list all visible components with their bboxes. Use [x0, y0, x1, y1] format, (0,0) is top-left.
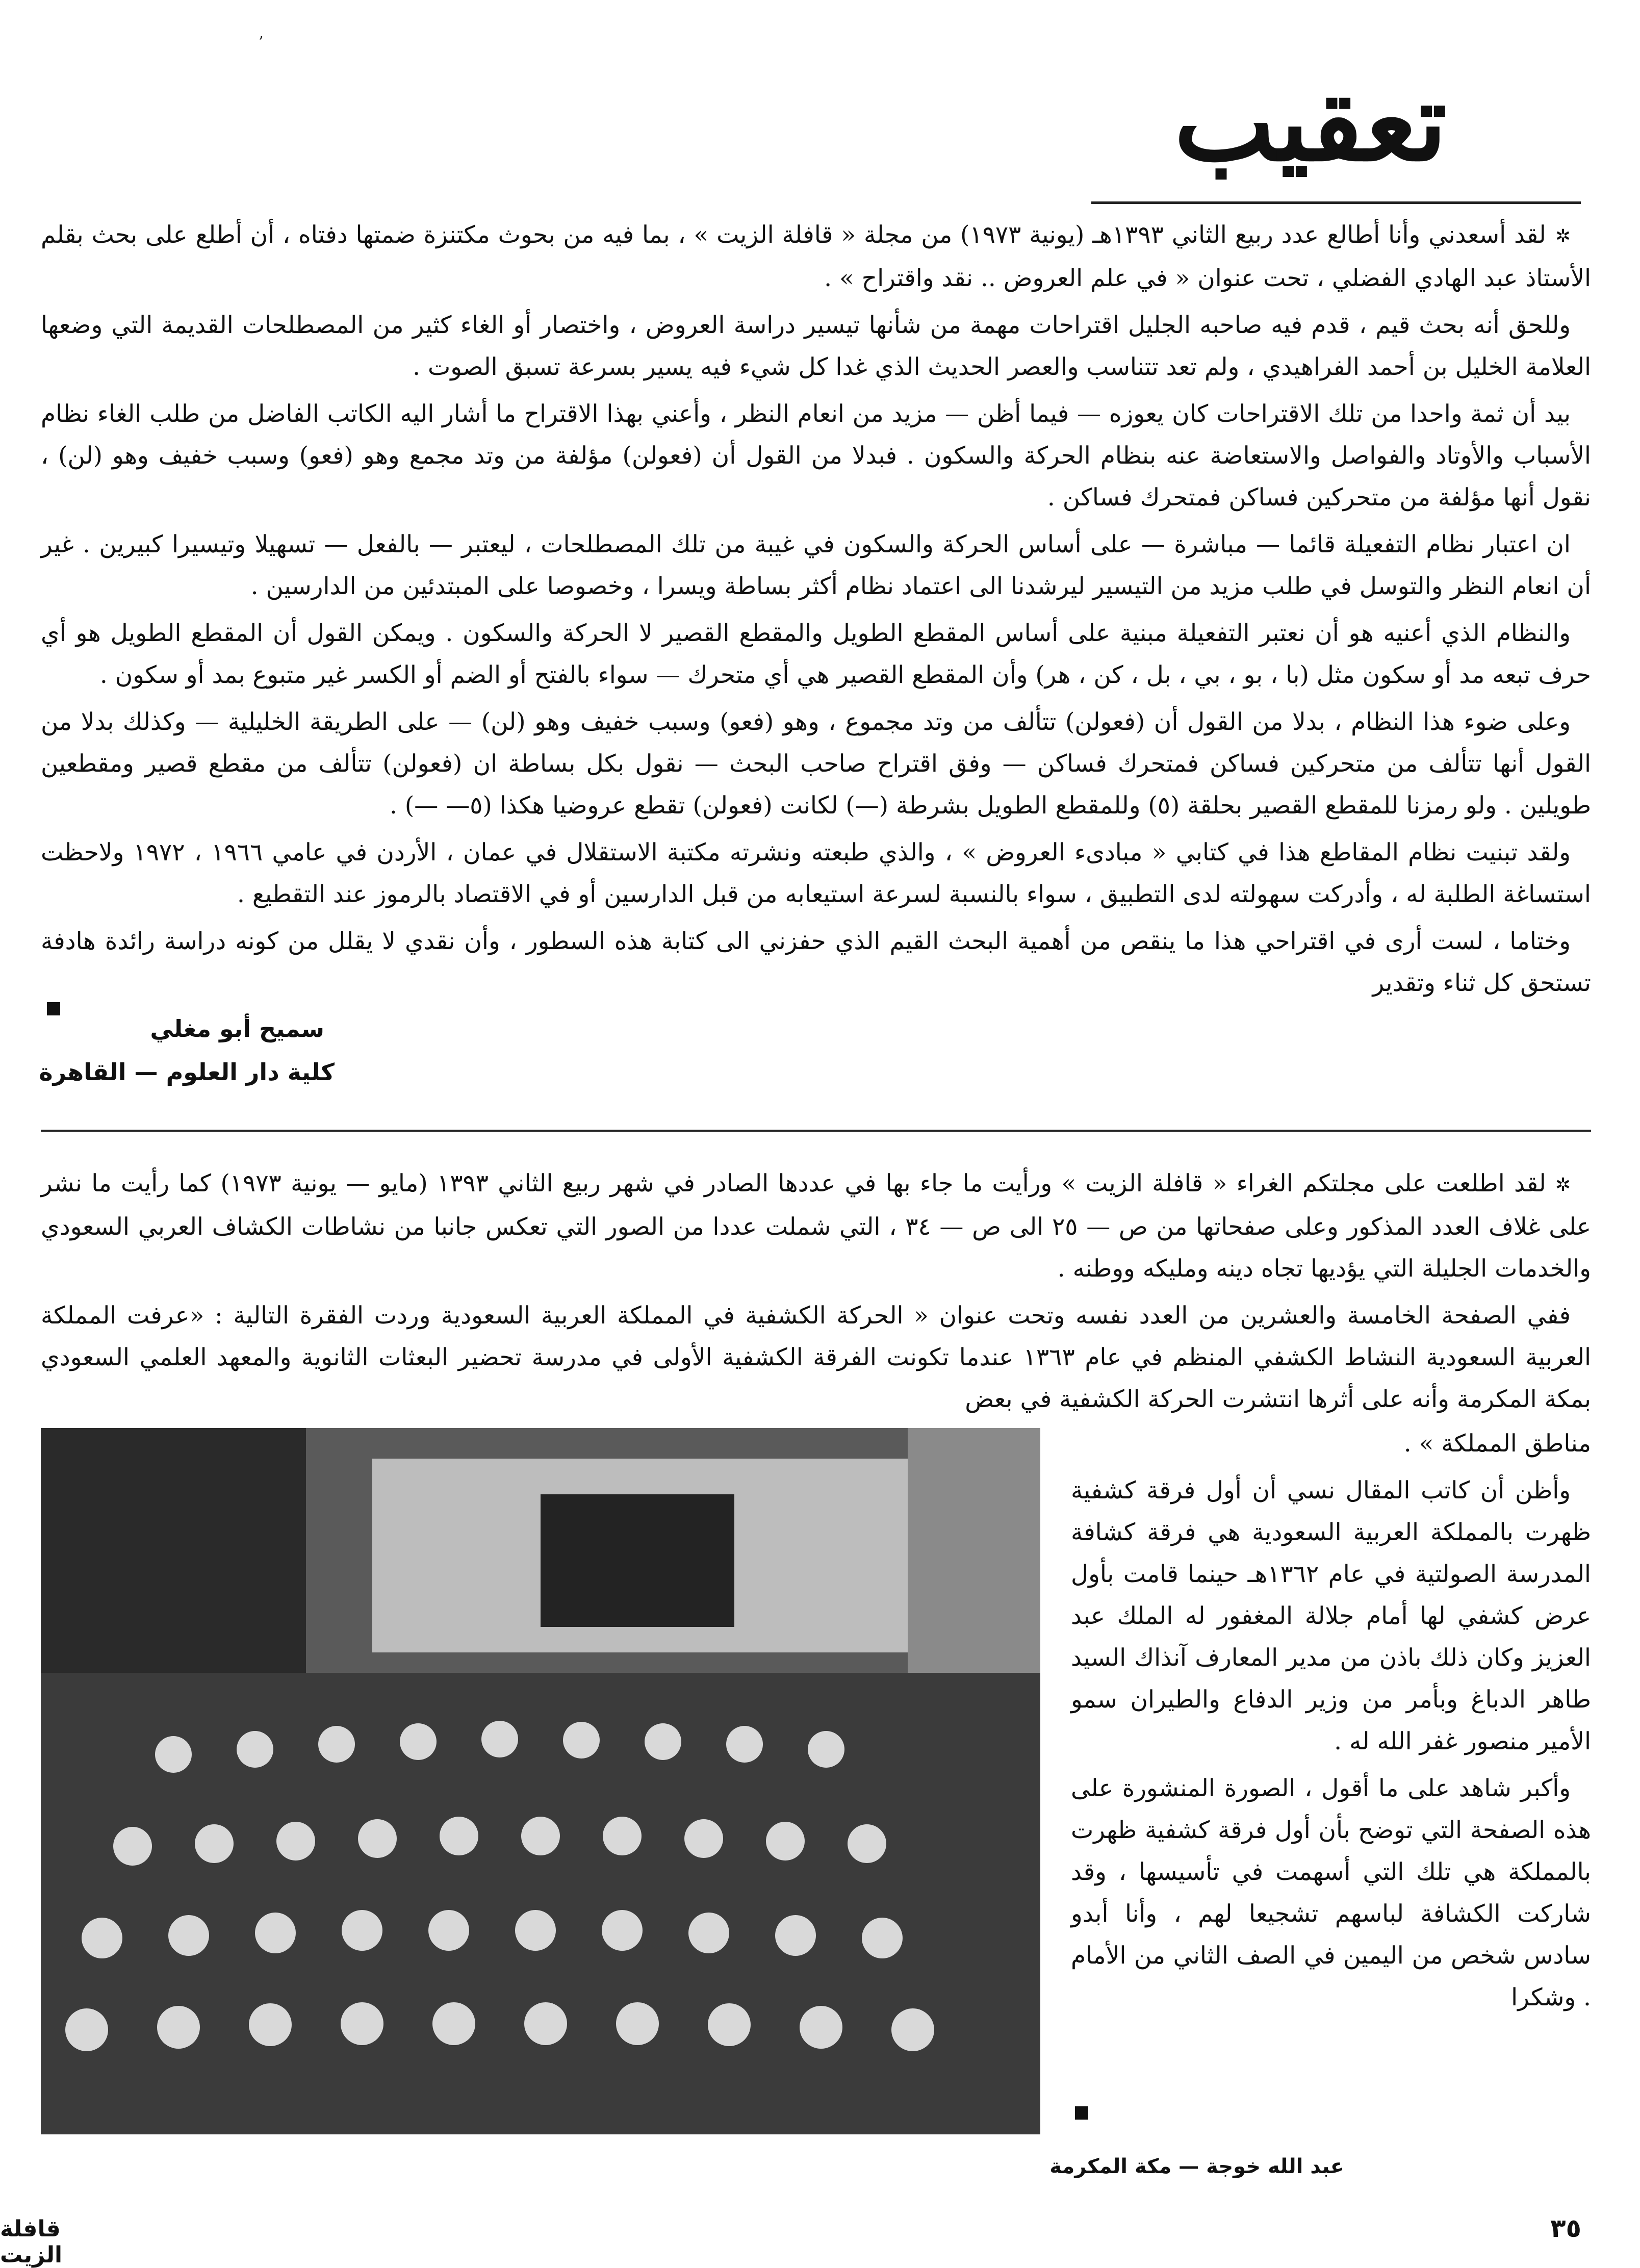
letter-1-affiliation: كلية دار العلوم — القاهرة: [39, 1058, 335, 1086]
letter-2-author: عبد الله خوجة — مكة المكرمة: [1049, 2155, 1344, 2178]
letter-2-body: [41, 1163, 1591, 1425]
letter-1-paragraph: بيد أن ثمة واحدا من تلك الاقتراحات كان يعوزه — فيما أظن — مزيد من انعام النظر ، وأعني بهذا الاقتراح ما أشار اليه الكاتب الفاضل من طلب الغاء نظام الأسباب والأوتاد والفواصل والاستعاضة عنه بنظام الحركة والسكون . فبدلا من القول أن (فعولن) مؤلفة من وتد مجمع وهو (فعو) وسبب خفيف وهو (لن) ، نقول أنها مؤلفة من متحركين فساكن فمتحرك فساكن .: [41, 400, 1591, 512]
letter-1-paragraph: وللحق أنه بحث قيم ، قدم فيه صاحبه الجليل اقتراحات مهمة من شأنها تيسير دراسة العروض ، واختصار أو الغاء كثير من المصطلحات القديمة التي وضعها العلامة الخليل بن أحمد الفراهيدي ، ولم تعد تتناسب والعصر الحديث الذي غدا كل شيء فيه يسير بسرعة تسبق الصوت .: [41, 311, 1591, 381]
letter-2-paragraph: وأكبر شاهد على ما أقول ، الصورة المنشورة على هذه الصفحة التي توضح بأن أول فرقة كشفية ظهرت بالمملكة هي تلك التي أسهمت في تأسيسها ، وقد شاركت الكشافة لباسهم تشجيعا لهم ، وأنا أبدو سادس شخص من اليمين في الصف الثاني من الأمام . وشكرا: [1071, 1774, 1591, 2011]
print-mark: ,: [259, 24, 264, 41]
scout-troop-photo-drawing: [41, 1428, 1040, 2134]
letter-2-paragraph: ✲لقد اطلعت على مجلتكم الغراء « قافلة الزيت » ورأيت ما جاء بها في عددها الصادر في شهر ربيع الثاني ١٣٩٣ (مايو — يونية ١٩٧٣) كما رأيت ما نشر على غلاف العدد المذكور وعلى صفحاتها من ص — ٢٥ الى ص — ٣٤ ، التي شملت عددا من الصور التي تعكس جانبا من نشاطات الكشاف العربي السعودي والخدمات الجليلة التي يؤديها تجاه دينه ومليكه ووطنه .: [41, 1169, 1591, 1283]
letter-1-paragraph: وعلى ضوء هذا النظام ، بدلا من القول أن (فعولن) تتألف من وتد مجموع ، وهو (فعو) وسبب خفيف وهو (لن) — على الطريقة الخليلية — وكذلك بدلا من القول أنها تتألف من متحركين فساكن فمتحرك فساكن — وفق اقتراح صاحب البحث — نقول بكل بساطة ان (فعولن) تتألف من مقطع قصير ومقطعين طويلين . ولو رمزنا للمقطع القصير بحلقة (٥) وللمقطع الطويل بشرطة (—) لكانت (فعولن) تقطع عروضيا هكذا (٥— —) .: [41, 708, 1591, 820]
letter-1-paragraph: ان اعتبار نظام التفعيلة قائما — مباشرة — على أساس الحركة والسكون في غيبة من تلك المصطلحات ، ليعتبر — بالفعل — تسهيلا وتيسيرا كبيرين . غير أن انعام النظر والتوسل في طلب مزيد من التيسير ليرشدنا الى اعتماد نظام أكثر بساطة ويسرا ، وخصوصا على المبتدئين من الدارسين .: [41, 530, 1591, 600]
letter-1-paragraph: وختاما ، لست أرى في اقتراحي هذا ما ينقص من أهمية البحث القيم الذي حفزني الى كتابة هذه السطور ، وأن نقدي لا يقلل من كونه دراسة رائدة هادفة تستحق كل ثناء وتقدير: [41, 927, 1591, 997]
letter-1-paragraph: ولقد تبنيت نظام المقاطع هذا في كتابي « مبادىء العروض » ، والذي طبعته ونشرته مكتبة الاستقلال في عمان ، الأردن في عامي ١٩٦٦ ، ١٩٧٢ ولاحظت استساغة الطلبة له ، وأدركت سهولته لدى التطبيق ، سواء بالنسبة لسرعة استيعابه من قبل الدارسين أو في الاقتصاد بالرموز عند التقطيع .: [41, 838, 1591, 908]
letter-1-author: سميح أبو مغلي: [150, 1015, 324, 1042]
end-square-icon: [1075, 2106, 1088, 2120]
magazine-name: قافلة الزيت: [0, 2216, 63, 2268]
letter-2-column: [1071, 1423, 1591, 2024]
star-icon: ✲: [1555, 226, 1571, 247]
title-underline: [1091, 201, 1581, 204]
star-icon: ✲: [1555, 1175, 1571, 1195]
page-number: ٣٥: [1550, 2213, 1582, 2243]
letter-1-body: [41, 214, 1591, 1009]
letter-2-paragraph: مناطق المملكة » .: [1403, 1430, 1591, 1458]
letter-1-paragraph: ✲لقد أسعدني وأنا أطالع عدد ربيع الثاني ١٣٩٣هـ (يونية ١٩٧٣) من مجلة « قافلة الزيت » ، بما فيه من بحوث مكتنزة ضمتها دفتاه ، أن أطلع على بحث بقلم الأستاذ عبد الهادي الفضلي ، تحت عنوان « في علم العروض .. نقد واقتراح » .: [41, 221, 1591, 292]
scout-troop-photo: [41, 1428, 1040, 2134]
letter-2-paragraph: ففي الصفحة الخامسة والعشرين من العدد نفسه وتحت عنوان « الحركة الكشفية في المملكة العربية السعودية وردت الفقرة التالية : «عرفت المملكة العربية السعودية النشاط الكشفي المنظم في عام ١٣٦٣ عندما تكونت الفرقة الكشفية الأولى في مدرسة تحضير البعثات الثانوية والمعهد العلمي السعودي بمكة المكرمة وأنه على أثرها انتشرت الحركة الكشفية في بعض: [41, 1302, 1592, 1413]
section-divider: [41, 1130, 1591, 1132]
end-square-icon: [47, 1002, 60, 1015]
letter-1-paragraph: والنظام الذي أعنيه هو أن نعتبر التفعيلة مبنية على أساس المقطع الطويل والمقطع القصير لا الحركة والسكون . ويمكن القول أن المقطع الطويل هو أي حرف تبعه مد أو سكون مثل (با ، بو ، بي ، بل ، كن ، هر) وأن المقطع القصير هي أي متحرك — سواء بالفتح أو الضم أو الكسر غير متبوع بمد أو سكون .: [41, 619, 1591, 689]
section-title: تعقيب: [1174, 59, 1447, 185]
letter-2-paragraph: وأظن أن كاتب المقال نسي أن أول فرقة كشفية ظهرت بالمملكة العربية السعودية هي فرقة كشافة المدرسة الصولتية في عام ١٣٦٢هـ حينما قامت بأول عرض كشفي لها أمام جلالة المغفور له الملك عبد العزيز وكان ذلك باذن من مدير المعارف آنذاك السيد طاهر الدباغ وبأمر من وزير الدفاع والطيران سمو الأمير منصور غفر الله له .: [1071, 1476, 1591, 1755]
